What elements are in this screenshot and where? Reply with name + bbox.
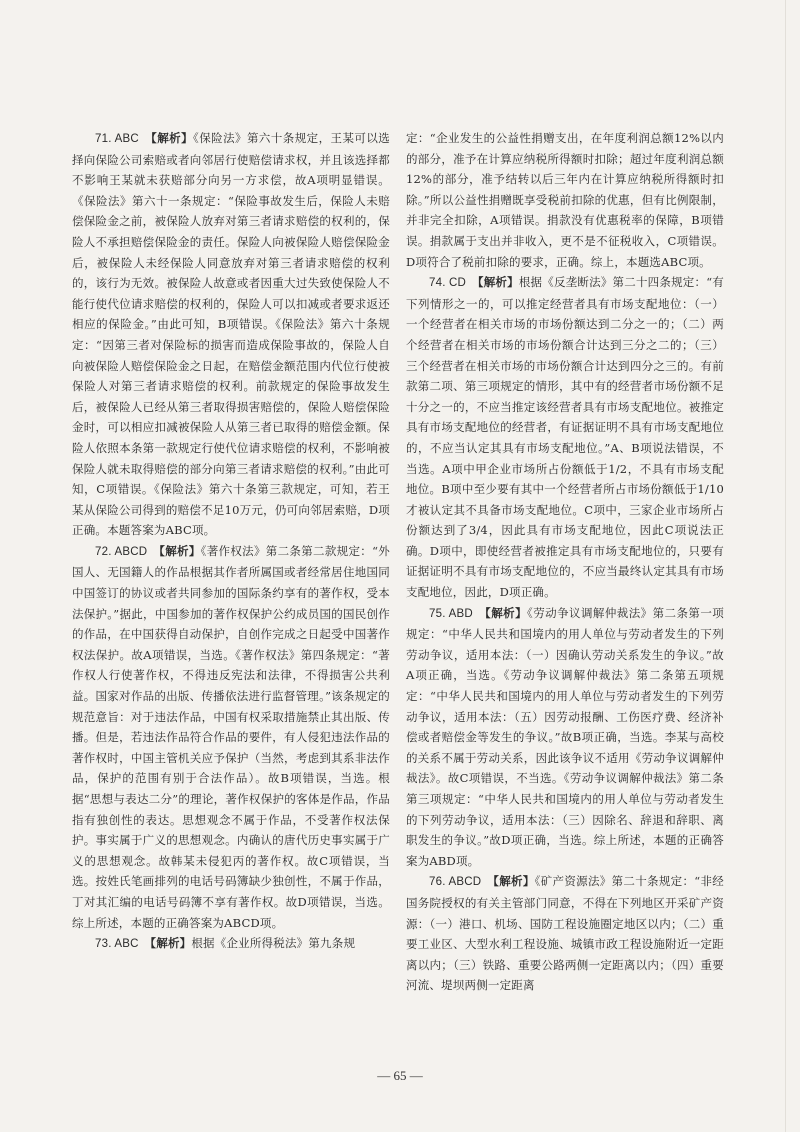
answer-text: 定：“企业发生的公益性捐赠支出，在年度利润总额12%以内的部分，准予在计算应纳税所得额时扣除；超过年度利润总额12%的部分，准予结转以后三年内在计算应纳税所得额时扣除。”所以公益性捐赠既享受税前扣除的优惠，但有比例限制，并非完全扣除，A项错误。捐款没有优惠税率的保障，B项错误。捐款属于支出并非收入，更不是不征税收入，C项错误。D项符合了税前扣除的要求，正确。综上，本题选ABC项。 (406, 131, 724, 269)
answer-text: 《著作权法》第二条第二款规定：“外国人、无国籍人的作品根据其作者所属国或者经常居住地国同中国签订的协议或者共同参加的国际条约享有的著作权，受本法保护。”据此，中国参加的著作权保护公约成员国的国民创作的作品，在中国获得自动保护，自创作完成之日起受中国著作权法保护。故A项错误，当选。《著作权法》第四条规定：“著作权人行使著作权，不得违反宪法和法律，不得损害公共利益。国家对作品的出版、传播依法进行监督管理。”该条规定的规范意旨：对于违法作品，中国有权采取措施禁止其出版、传播。但是，若违法作品符合作品的要件，有人侵犯违法作品的著作权时，中国主管机关应予保护（当然，考虑到其系非法作品，保护的范围有别于合法作品）。故B项错误，当选。根据“思想与表达二分”的理论，著作权保护的客体是作品，作品指有独创性的表达。思想观念不属于作品，不受著作权法保护。事实属于广义的思想观念。内确认的唐代历史事实属于广义的思想观念。故韩某未侵犯丙的著作权。故C项错误，当选。按姓氏笔画排列的电话号码簿缺少独创性，不属于作品，丁对其汇编的电话号码簿不享有著作权。故D项错误，当选。综上所述，本题的正确答案为ABCD项。 (72, 543, 391, 930)
answer-71 (72, 128, 390, 541)
right-column (406, 128, 724, 996)
analysis-tag: 【解析】 (151, 131, 194, 145)
answer-number: 74. CD (429, 277, 467, 290)
answer-text: 《劳动争议调解仲裁法》第二条第一项规定：“中华人民共和国境内的用人单位与劳动者发生的下列劳动争议，适用本法：（一）因确认劳动关系发生的争议。”故A项正确，当选。《劳动争议调解仲裁法》第二条第五项规定：“中华人民共和国境内的用人单位与劳动者发生的下列劳动争议，适用本法：（五）因劳动报酬、工伤医疗费、经济补偿或者赔偿金等发生的争议。”故B项正确，当选。李某与高校的关系不属于劳动关系，因此该争议不适用《劳动争议调解仲裁法》。故C项错误，不当选。《劳动争议调解仲裁法》第二条第三项规定：“中华人民共和国境内的用人单位与劳动者发生的下列劳动争议，适用本法：（三）因除名、辞退和辞职、离职发生的争议。”故D项正确，当选。综上所述，本题的正确答案为ABD项。 (406, 605, 725, 868)
analysis-tag: 【解析】 (159, 543, 201, 558)
answer-number: 76. ABCD (429, 876, 482, 889)
analysis-tag: 【解析】 (493, 874, 535, 889)
answer-number: 72. ABCD (95, 545, 148, 558)
page-number: — 65 — (377, 1068, 423, 1083)
answer-73 (72, 933, 390, 955)
answer-text: 《保险法》第六十条规定，王某可以选择向保险公司索赔或者向邻居行使赔偿请求权，并且该选择都不影响王某就未获赔部分向另一方求偿，故A项明显错误。《保险法》第六十一条规定：“保险事故发生后，保险人未赔偿保险金之前，被保险人放弃对第三者请求赔偿的权利的，保险人不承担赔偿保险金的责任。保险人向被保险人赔偿保险金后，被保险人未经保险人同意放弃对第三者请求赔偿的权利的，该行为无效。被保险人故意或者因重大过失致使保险人不能行使代位请求赔偿的权利的，保险人可以扣减或者要求返还相应的保险金。”由此可知，B项错误。《保险法》第六十条规定：“因第三者对保险标的损害而造成保险事故的，保险人自向被保险人赔偿保险金之日起，在赔偿金额范围内代位行使被保险人对第三者请求赔偿的权利。前款规定的保险事故发生后，被保险人已经从第三者取得损害赔偿的，保险人赔偿保险金时，可以相应扣减被保险人从第三者已取得的赔偿金额。保险人依照本条第一款规定行使代位请求赔偿的权利，不影响被保险人就未取得赔偿的部分向第三者请求赔偿的权利。”由此可知，C项错误。《保险法》第六十条第三款规定，可知，若王某从保险公司得到的赔偿不足10万元，仍可向邻居索赔，D项正确。本题答案为ABC项。 (72, 131, 391, 538)
analysis-tag: 【解析】 (150, 936, 192, 951)
answer-74 (406, 272, 724, 603)
answer-76 (406, 871, 724, 996)
left-column (72, 128, 390, 955)
answer-text: 《矿产资源法》第二十条规定：“非经国务院授权的有关主管部门同意，不得在下列地区开采矿产资源：（一）港口、机场、国防工程设施圈定地区以内；（二）重要工业区、大型水利工程设施、城镇市政工程设施附近一定距离以内；（三）铁路、重要公路两侧一定距离以内；（四）重要河流、堤坝两侧一定距离 (406, 874, 725, 993)
page-edge-line (785, 0, 786, 1132)
answer-number: 75. ABD (429, 607, 473, 620)
answer-75 (406, 603, 724, 872)
answer-text: 根据《反垄断法》第二十四条规定：“有下列情形之一的，可以推定经营者具有市场支配地位：（一）一个经营者在相关市场的市场份额达到二分之一的；（二）两个经营者在相关市场的市场份额合计达到三分之二的；（三）三个经营者在相关市场的市场份额合计达到四分之三的。有前款第二项、第三项规定的情形，其中有的经营者市场份额不足十分之一的，不应当推定该经营者具有市场支配地位。被推定具有市场支配地位的经营者，有证据证明不具有市场支配地位的，不应当认定其具有市场支配地位。”A、B项说法错误，不当选。A项中甲企业市场所占份额低于1/2，不具有市场支配地位。B项中至少要有其中一个经营者所占市场份额低于1/10才被认定其不具备市场支配地位。C项中，三家企业市场所占份额达到了3/4，因此具有市场支配地位，因此C项说法正确。D项中，即使经营者被推定具有市场支配地位的，只要有证据证明不具有市场支配地位的，不应当最终认定其具有市场支配地位，因此，D项正确。 (406, 275, 724, 600)
analysis-tag: 【解析】 (485, 605, 528, 620)
answer-72 (72, 541, 390, 933)
answer-number: 71. ABC (95, 133, 139, 145)
answer-text: 根据《企业所得税法》第九条规 (191, 936, 356, 951)
answer-73-continued (406, 128, 724, 272)
analysis-tag: 【解析】 (477, 275, 519, 290)
answer-number: 73. ABC (95, 938, 139, 951)
